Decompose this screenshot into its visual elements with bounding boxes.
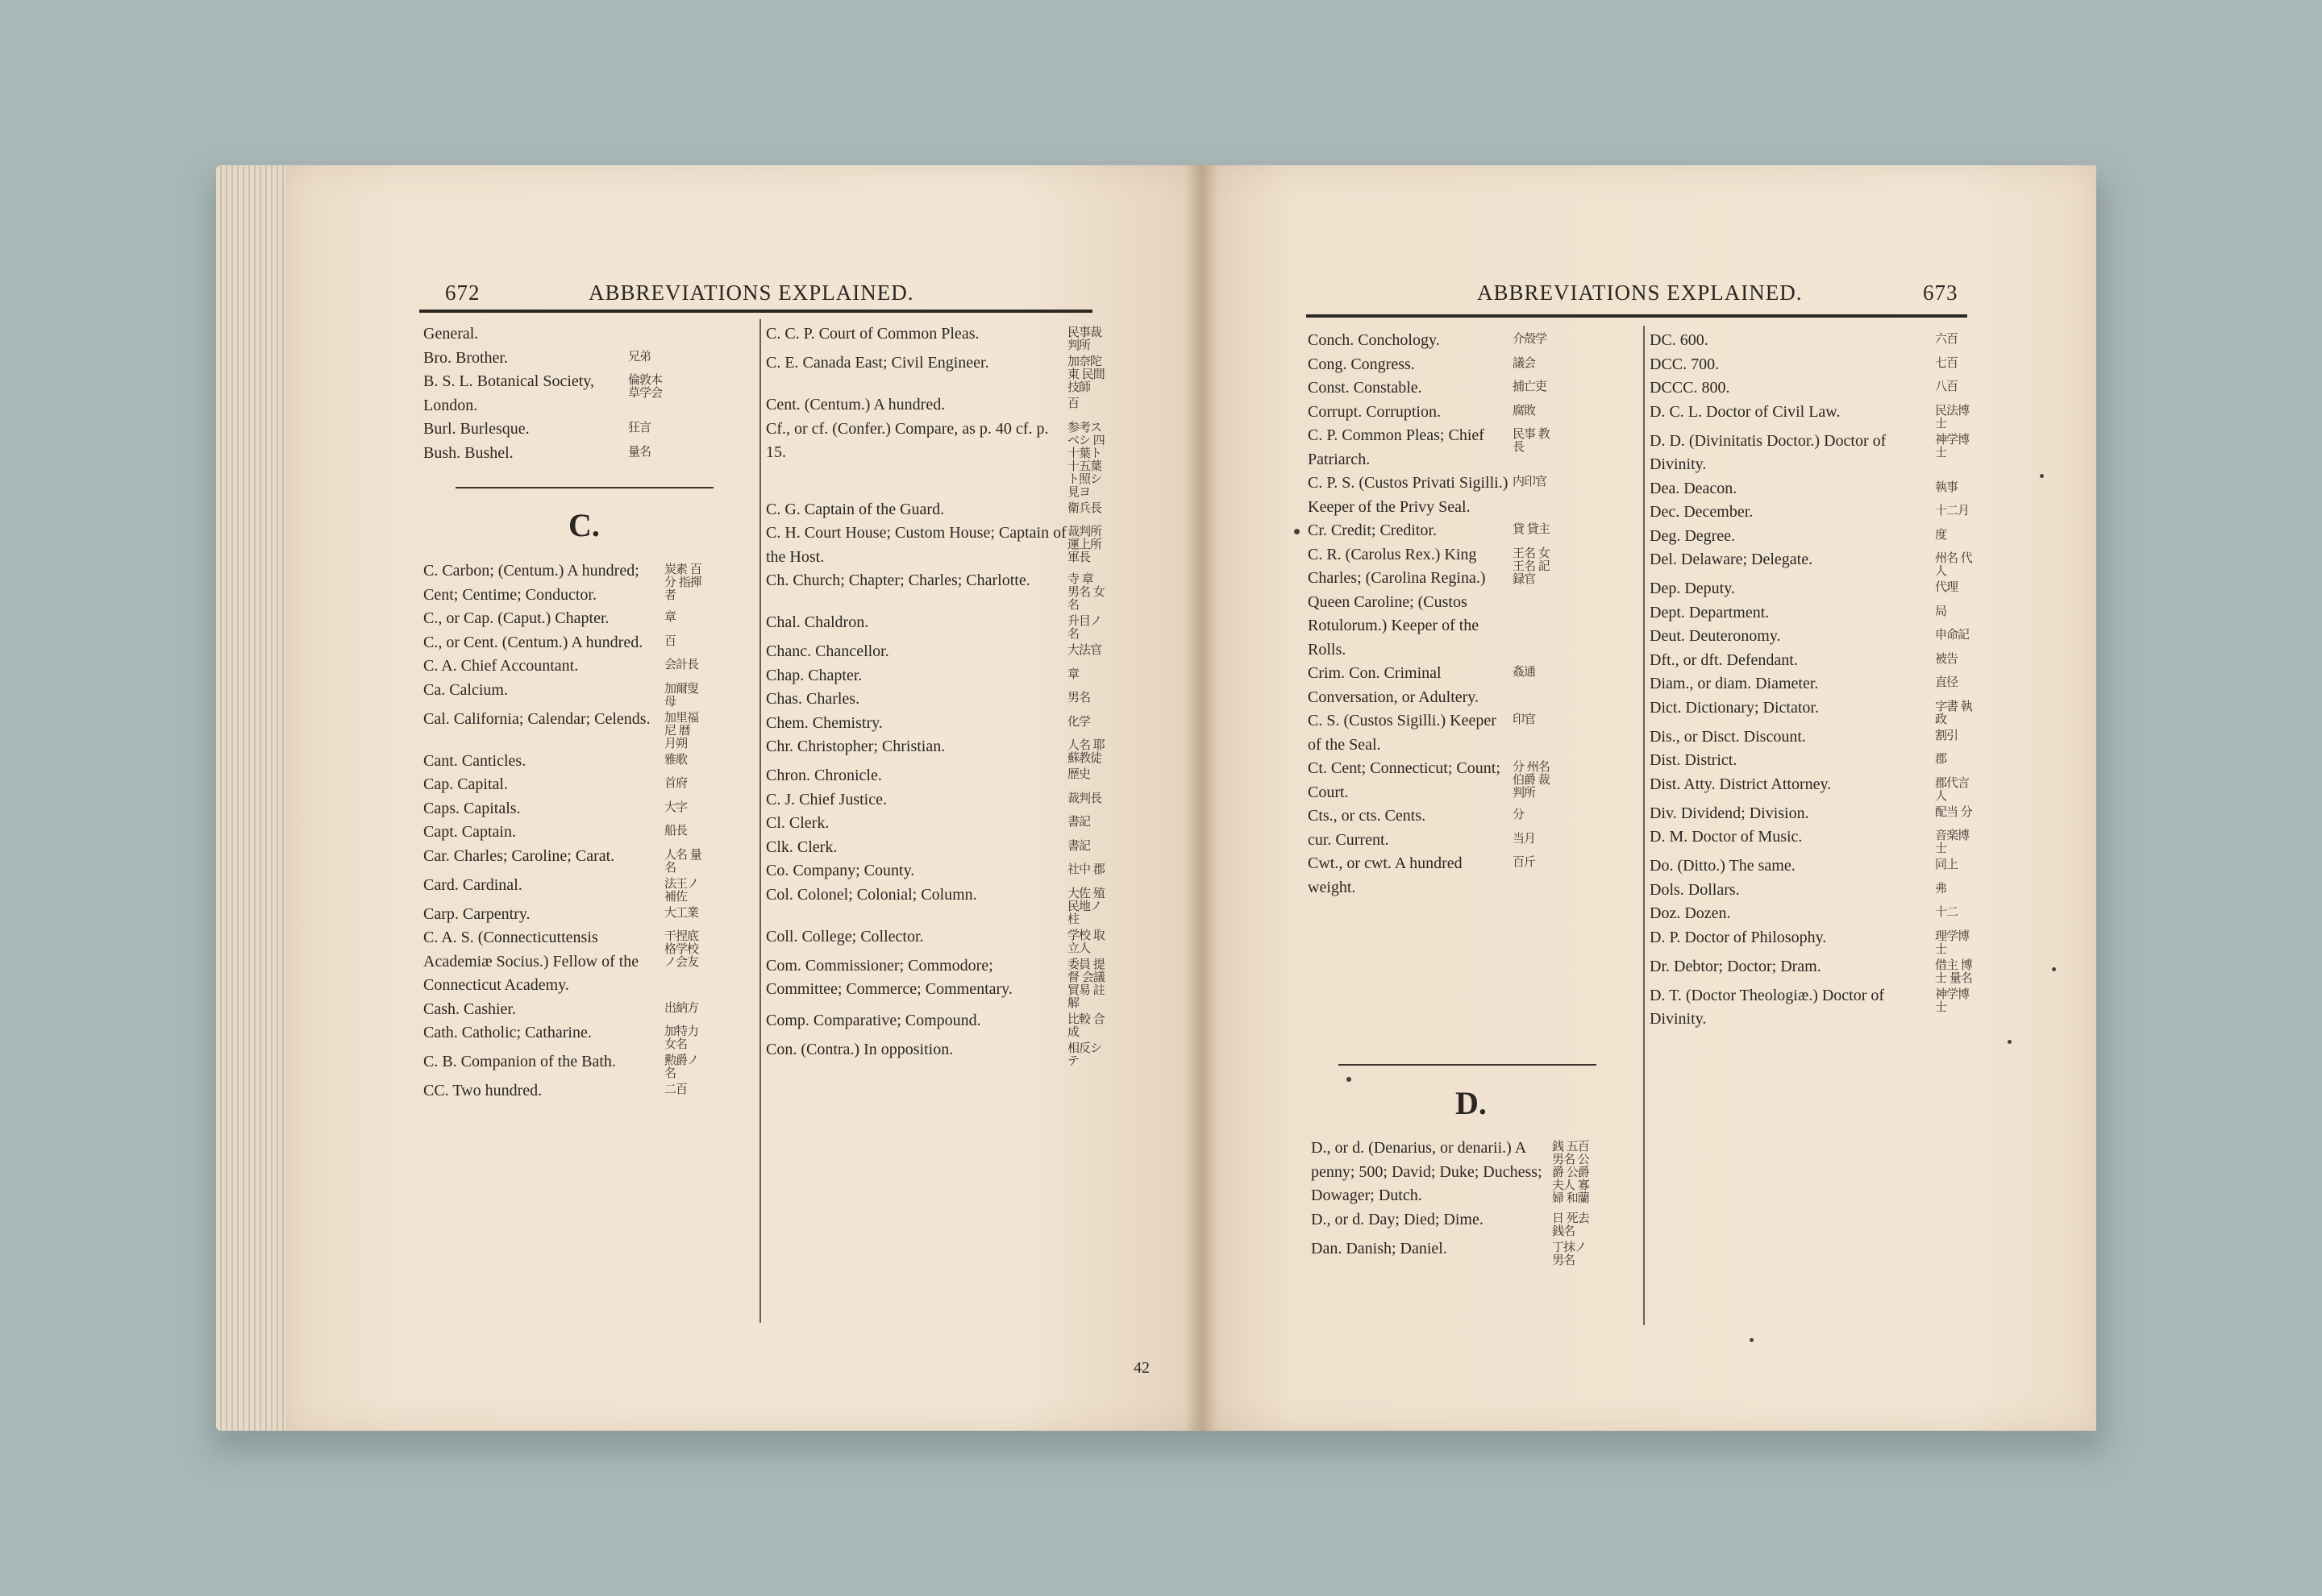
dictionary-entry: [1650, 926, 1972, 955]
dictionary-entry: [1308, 543, 1550, 663]
entry-english: Del. Delaware; Delegate.: [1650, 551, 1813, 568]
entry-japanese-gloss: 十二月: [1935, 503, 1970, 517]
entry-japanese-gloss: 印官: [1513, 712, 1536, 726]
dictionary-entry: [423, 998, 701, 1022]
dictionary-entry: [1308, 804, 1550, 829]
entry-japanese-gloss: 加爾叟母: [664, 680, 699, 709]
entry-japanese-gloss: 七百: [1935, 355, 1958, 370]
entry-japanese-gloss: 姦通: [1513, 664, 1536, 679]
dictionary-entry: [423, 874, 701, 903]
left-page-number: 672: [445, 281, 481, 305]
entry-english: Dist. District.: [1650, 751, 1737, 769]
entry-japanese-gloss: 化学: [1067, 713, 1091, 729]
entry-english: Chem. Chemistry.: [766, 713, 883, 732]
dictionary-entry: [1311, 1208, 1589, 1237]
entry-japanese-gloss: 大工業: [664, 904, 699, 920]
dictionary-entry: [423, 559, 701, 607]
entry-english: cur. Current.: [1308, 830, 1389, 849]
entry-english: Cap. Capital.: [423, 775, 508, 793]
entry-english: Burl. Burlesque.: [423, 420, 530, 438]
entry-japanese-gloss: 捕亡吏: [1513, 379, 1547, 393]
entry-japanese-gloss: 章: [1067, 666, 1080, 681]
dictionary-entry: [1308, 353, 1550, 377]
dictionary-entry: [766, 322, 1105, 351]
entry-japanese-gloss: 貸 貸主: [1513, 522, 1550, 536]
dictionary-entry: [423, 347, 665, 371]
entry-japanese-gloss: 加奈陀東 民間技師: [1067, 354, 1105, 394]
entry-japanese-gloss: 兄弟: [628, 348, 651, 364]
entry-english: Cts., or cts. Cents.: [1308, 807, 1426, 825]
left-column-1-top: [423, 322, 665, 465]
dictionary-entry: [1311, 1237, 1589, 1266]
entry-english: Chap. Chapter.: [766, 666, 863, 684]
entry-english: Coll. College; Collector.: [766, 927, 924, 946]
dictionary-entry: [766, 640, 1105, 664]
entry-english: Caps. Capitals.: [423, 799, 521, 817]
dictionary-entry: [1650, 984, 1972, 1032]
entry-japanese-gloss: 百: [1067, 396, 1080, 410]
entry-japanese-gloss: 執事: [1935, 479, 1958, 494]
entry-english: Dict. Dictionary; Dictator.: [1650, 698, 1819, 717]
entry-english: CC. Two hundred.: [423, 1082, 543, 1099]
dictionary-entry: [766, 859, 1105, 883]
entry-japanese-gloss: 加里福尼 暦 月朔: [664, 709, 699, 750]
dictionary-entry: [1650, 955, 1972, 984]
entry-english: Conch. Conchology.: [1308, 331, 1440, 349]
dictionary-entry: [1650, 601, 1972, 626]
entry-english: DCC. 700.: [1650, 355, 1720, 373]
dictionary-entry: [766, 883, 1105, 925]
entry-english: Chr. Christopher; Christian.: [766, 738, 946, 755]
dictionary-entry: [766, 735, 1105, 764]
left-section-rule: [456, 487, 714, 488]
entry-english: DCCC. 800.: [1650, 379, 1730, 397]
dictionary-entry: [766, 418, 1105, 498]
entry-japanese-gloss: 六百: [1935, 331, 1958, 346]
entry-japanese-gloss: 直径: [1935, 675, 1958, 689]
dictionary-entry: [1650, 802, 1972, 826]
right-page-header: ABBREVIATIONS EXPLAINED.: [1477, 281, 1803, 305]
entry-english: Dist. Atty. District Attorney.: [1650, 775, 1832, 793]
dictionary-entry: [1650, 696, 1972, 725]
entry-english: Cr. Credit; Creditor.: [1308, 522, 1437, 539]
entry-english: D. M. Doctor of Music.: [1650, 828, 1803, 846]
entry-english: Chal. Chaldron.: [766, 613, 869, 631]
entry-japanese-gloss: 同上: [1935, 857, 1958, 871]
dictionary-entry: [1650, 825, 1972, 854]
entry-japanese-gloss: 銭 五百 男名 公爵 公爵夫人 寡婦 和蘭: [1552, 1139, 1589, 1205]
entry-english: Carp. Carpentry.: [423, 904, 531, 923]
entry-japanese-gloss: 裁判所 運上所 軍長: [1067, 524, 1102, 564]
dictionary-entry: [1650, 773, 1972, 802]
dictionary-entry: [1308, 829, 1550, 853]
left-column-2: [766, 322, 1105, 1067]
dictionary-entry: [766, 522, 1105, 569]
entry-japanese-gloss: 十二: [1935, 904, 1958, 919]
entry-english: Chanc. Chancellor.: [766, 642, 889, 660]
dictionary-entry: [766, 688, 1105, 712]
entry-japanese-gloss: 州名 代人: [1935, 551, 1972, 578]
entry-japanese-gloss: 升目ノ名: [1067, 613, 1102, 641]
entry-japanese-gloss: 神学博士: [1935, 986, 1970, 1014]
dictionary-entry: [423, 797, 701, 821]
right-column-1-bottom: [1311, 1137, 1589, 1266]
entry-english: Dept. Department.: [1650, 603, 1770, 621]
entry-japanese-gloss: 申命記: [1935, 627, 1970, 642]
dictionary-entry: [1650, 879, 1972, 903]
entry-japanese-gloss: 度: [1935, 526, 1947, 542]
dictionary-entry: [766, 393, 1105, 418]
entry-english: B. S. L. Botanical Society, London.: [423, 372, 595, 414]
entry-japanese-gloss: 借主 博士 量名: [1935, 957, 1972, 985]
entry-english: Co. Company; County.: [766, 862, 915, 879]
dictionary-entry: [423, 631, 701, 655]
dictionary-entry: [423, 607, 701, 631]
right-column-2: [1650, 329, 1972, 1032]
entry-japanese-gloss: 字書 執政: [1935, 698, 1972, 726]
dictionary-entry: [1650, 672, 1972, 696]
dictionary-entry: [1308, 424, 1550, 472]
dictionary-entry: [1650, 749, 1972, 773]
entry-japanese-gloss: 音楽博士: [1935, 828, 1970, 855]
entry-japanese-gloss: 百: [664, 633, 676, 648]
entry-japanese-gloss: 二百: [664, 1082, 688, 1096]
entry-english: Bush. Bushel.: [423, 443, 514, 462]
entry-japanese-gloss: 人名 耶蘇教徒: [1067, 738, 1105, 765]
entry-english: Comp. Comparative; Compound.: [766, 1011, 981, 1029]
entry-english: DC. 600.: [1650, 331, 1708, 349]
entry-english: C. J. Chief Justice.: [766, 790, 887, 808]
dictionary-entry: [766, 1038, 1105, 1067]
entry-japanese-gloss: 郡代言人: [1935, 775, 1970, 803]
entry-japanese-gloss: 代理: [1935, 580, 1958, 594]
entry-japanese-gloss: 歴史: [1067, 767, 1091, 781]
entry-japanese-gloss: 民事裁判所: [1067, 325, 1102, 352]
entry-japanese-gloss: 議会: [1513, 355, 1536, 370]
ink-speck: [1750, 1338, 1754, 1342]
entry-japanese-gloss: 炭素 百 分 指揮者: [664, 562, 701, 602]
entry-english: Cath. Catholic; Catharine.: [423, 1024, 592, 1041]
entry-japanese-gloss: 倫敦本草学会: [628, 372, 663, 400]
section-letter-d: D.: [1455, 1085, 1487, 1121]
entry-english: C. P. Common Pleas; Chief Patriarch.: [1308, 426, 1484, 468]
book-gutter: [1185, 165, 1217, 1431]
entry-japanese-gloss: 社中 郡: [1067, 862, 1105, 876]
entry-japanese-gloss: 雅歌: [664, 751, 688, 767]
dictionary-entry: [1650, 577, 1972, 601]
entry-english: Chron. Chronicle.: [766, 767, 882, 784]
entry-english: C., or Cap. (Caput.) Chapter.: [423, 609, 610, 627]
entry-english: Const. Constable.: [1308, 379, 1422, 397]
dictionary-entry: [423, 655, 701, 679]
entry-japanese-gloss: 衛兵長: [1067, 500, 1102, 515]
left-header-rule: [419, 310, 1092, 313]
dictionary-entry: [766, 569, 1105, 611]
right-section-rule: [1338, 1064, 1596, 1066]
right-column-divider: [1643, 326, 1645, 1325]
entry-japanese-gloss: 民法博士: [1935, 402, 1970, 430]
left-column-1-bottom: [423, 559, 701, 1103]
entry-english: Col. Colonel; Colonial; Column.: [766, 885, 977, 904]
entry-english: C. G. Captain of the Guard.: [766, 500, 945, 518]
entry-japanese-gloss: 分: [1513, 807, 1525, 821]
dictionary-entry: [1650, 376, 1972, 401]
entry-japanese-gloss: 法王ノ補佐: [664, 875, 699, 904]
left-page-header: ABBREVIATIONS EXPLAINED.: [589, 281, 914, 305]
entry-japanese-gloss: 勲爵ノ名: [664, 1053, 699, 1080]
entry-japanese-gloss: 加特力 女名: [664, 1024, 699, 1051]
entry-english: Dep. Deputy.: [1650, 580, 1735, 597]
entry-english: D., or d. (Denarius, or denarii.) A penny; 500; David; Duke; Duchess; Dowager; Dutch.: [1311, 1139, 1542, 1204]
dictionary-entry: [1650, 401, 1972, 430]
entry-english: C. Carbon; (Centum.) A hundred; Cent; Centime; Conductor.: [423, 562, 639, 604]
dictionary-entry: [1650, 477, 1972, 501]
entry-english: Dec. December.: [1650, 503, 1754, 521]
right-page-number: 673: [1923, 281, 1958, 305]
entry-english: Div. Dividend; Division.: [1650, 804, 1809, 822]
dictionary-entry: [423, 679, 701, 708]
entry-japanese-gloss: 当月: [1513, 830, 1536, 846]
dictionary-entry: [423, 773, 701, 797]
entry-english: C. B. Companion of the Bath.: [423, 1053, 616, 1070]
entry-english: Capt. Captain.: [423, 823, 516, 841]
entry-japanese-gloss: 参考スベシ 四十葉ト十五葉ト照シ見ヨ: [1067, 419, 1105, 499]
dictionary-entry: [766, 712, 1105, 736]
entry-japanese-gloss: 船長: [664, 823, 688, 837]
entry-japanese-gloss: 干捏底格学校ノ会友: [664, 929, 699, 969]
entry-japanese-gloss: 民事 教長: [1513, 426, 1550, 454]
entry-japanese-gloss: [628, 322, 665, 347]
dictionary-entry: [766, 836, 1105, 860]
dictionary-entry: [423, 1050, 701, 1079]
entry-english: Dea. Deacon.: [1650, 479, 1737, 497]
entry-japanese-gloss: 王名 女王名 記録官: [1513, 545, 1550, 586]
entry-japanese-gloss: 委員 提督 会議 貿易 註解: [1067, 956, 1105, 1010]
entry-english: Do. (Ditto.) The same.: [1650, 857, 1796, 875]
dictionary-entry: [423, 442, 665, 466]
entry-english: Crim. Con. Criminal Conversation, or Adultery.: [1308, 664, 1479, 706]
dictionary-entry: [1650, 725, 1972, 750]
signature-folio: 42: [1134, 1359, 1150, 1377]
right-column-1-top: [1308, 329, 1550, 900]
dictionary-entry: [1308, 376, 1550, 401]
ink-speck: [2040, 474, 2044, 478]
entry-english: Cant. Canticles.: [423, 751, 526, 770]
entry-english: D., or d. Day; Died; Dime.: [1311, 1210, 1484, 1228]
entry-japanese-gloss: 理学博士: [1935, 928, 1970, 956]
entry-english: Con. (Contra.) In opposition.: [766, 1040, 954, 1058]
dictionary-entry: [423, 903, 701, 927]
entry-english: Deg. Degree.: [1650, 526, 1736, 545]
entry-japanese-gloss: 配当 分: [1935, 804, 1972, 819]
entry-english: D. P. Doctor of Philosophy.: [1650, 928, 1827, 946]
entry-english: Cf., or cf. (Confer.) Compare, as p. 40 cf. p. 15.: [766, 419, 1049, 461]
entry-english: C., or Cent. (Centum.) A hundred.: [423, 633, 643, 651]
dictionary-entry: [766, 812, 1105, 836]
dictionary-entry: [1308, 519, 1550, 543]
entry-english: Cl. Clerk.: [766, 814, 830, 832]
entry-english: Dols. Dollars.: [1650, 880, 1740, 899]
dictionary-entry: [1311, 1137, 1589, 1208]
ink-speck: [1346, 1077, 1351, 1082]
entry-english: Ct. Cent; Connecticut; Count; Court.: [1308, 759, 1500, 801]
dictionary-entry: [1308, 329, 1550, 353]
entry-japanese-gloss: 寺 章 男名 女名: [1067, 571, 1105, 612]
entry-japanese-gloss: 相反シテ: [1067, 1040, 1102, 1068]
dictionary-entry: [766, 611, 1105, 640]
dictionary-entry: [423, 1021, 701, 1050]
dictionary-entry: [1308, 852, 1550, 900]
entry-english: C. R. (Carolus Rex.) King Charles; (Carolina Regina.) Queen Caroline; (Custos Rotulorum.) Keeper of the Rolls.: [1308, 545, 1486, 659]
dictionary-entry: [423, 370, 665, 418]
entry-english: Diam., or diam. Diameter.: [1650, 675, 1819, 692]
entry-japanese-gloss: 裁判長: [1067, 790, 1102, 805]
dictionary-entry: [766, 1009, 1105, 1038]
entry-english: D. D. (Divinitatis Doctor.) Doctor of Divinity.: [1650, 431, 1887, 473]
dictionary-entry: [423, 418, 665, 442]
entry-japanese-gloss: 日 死去 銭名: [1552, 1210, 1589, 1238]
dictionary-entry: [766, 925, 1105, 954]
entry-japanese-gloss: 割引: [1935, 727, 1958, 742]
entry-english: Ca. Calcium.: [423, 680, 508, 699]
dictionary-entry: [423, 821, 701, 845]
dictionary-entry: [1650, 501, 1972, 525]
dictionary-entry: [1650, 353, 1972, 377]
entry-japanese-gloss: 丁抹ノ 男名: [1552, 1239, 1587, 1267]
dictionary-entry: [1650, 329, 1972, 353]
entry-japanese-gloss: 弗: [1935, 880, 1947, 896]
entry-japanese-gloss: 大法官: [1067, 642, 1102, 657]
entry-japanese-gloss: 郡: [1935, 751, 1947, 766]
left-column-divider: [759, 319, 761, 1323]
entry-english: Corrupt. Corruption.: [1308, 402, 1441, 421]
entry-japanese-gloss: 比較 合成: [1067, 1011, 1105, 1039]
entry-english: Chas. Charles.: [766, 690, 860, 708]
dictionary-entry: [1308, 472, 1550, 519]
dictionary-entry: [766, 351, 1105, 393]
entry-japanese-gloss: 神学博士: [1935, 431, 1970, 459]
entry-japanese-gloss: 首府: [664, 775, 688, 790]
ink-speck: [2052, 967, 2056, 971]
entry-japanese-gloss: 百斤: [1513, 854, 1536, 869]
entry-japanese-gloss: 八百: [1935, 379, 1958, 393]
entry-japanese-gloss: 男名: [1067, 690, 1091, 704]
entry-english: C. C. P. Court of Common Pleas.: [766, 325, 980, 343]
dictionary-entry: [423, 926, 701, 998]
entry-japanese-gloss: 学校 取立人: [1067, 927, 1105, 955]
dictionary-entry: [766, 498, 1105, 522]
dictionary-entry: [1650, 525, 1972, 549]
dictionary-entry: [1308, 401, 1550, 425]
entry-english: Dan. Danish; Daniel.: [1311, 1239, 1447, 1257]
entry-english: Dr. Debtor; Doctor; Dram.: [1650, 957, 1821, 975]
entry-english: Dft., or dft. Defendant.: [1650, 650, 1798, 669]
entry-english: Ch. Church; Chapter; Charles; Charlotte.: [766, 571, 1030, 589]
entry-japanese-gloss: 狂言: [628, 420, 651, 434]
entry-japanese-gloss: 被告: [1935, 650, 1958, 666]
entry-english: Card. Cardinal.: [423, 875, 522, 894]
entry-english: D. C. L. Doctor of Civil Law.: [1650, 402, 1841, 421]
entry-japanese-gloss: 分 州名 伯爵 裁判所: [1513, 759, 1550, 800]
dictionary-entry: [766, 788, 1105, 813]
entry-english: Dis., or Disct. Discount.: [1650, 727, 1806, 746]
dictionary-entry: [1308, 709, 1550, 757]
dictionary-entry: [423, 322, 665, 347]
dictionary-entry: [423, 1079, 701, 1103]
entry-japanese-gloss: 大字: [664, 799, 688, 814]
entry-japanese-gloss: 人名 量名: [664, 846, 701, 875]
entry-english: Cal. California; Calendar; Celends.: [423, 709, 651, 728]
entry-japanese-gloss: 章: [664, 609, 676, 624]
section-letter-c: C.: [568, 507, 600, 543]
entry-english: Car. Charles; Caroline; Carat.: [423, 846, 615, 865]
entry-english: C. A. Chief Accountant.: [423, 657, 579, 675]
dictionary-entry: [1650, 649, 1972, 673]
dictionary-entry: [766, 954, 1105, 1009]
entry-japanese-gloss: 内印官: [1513, 474, 1547, 488]
entry-japanese-gloss: 会計長: [664, 657, 699, 671]
entry-english: General.: [423, 325, 479, 343]
entry-japanese-gloss: 局: [1935, 603, 1947, 618]
entry-english: D. T. (Doctor Theologiæ.) Doctor of Divinity.: [1650, 986, 1885, 1028]
dictionary-entry: [423, 845, 701, 874]
entry-english: Deut. Deuteronomy.: [1650, 627, 1781, 645]
ink-speck: [1294, 529, 1300, 534]
dictionary-entry: [1650, 430, 1972, 477]
entry-english: Bro. Brother.: [423, 348, 508, 367]
entry-japanese-gloss: 書記: [1067, 814, 1091, 829]
entry-english: C. H. Court House; Custom House; Captain of the Host.: [766, 524, 1067, 566]
entry-japanese-gloss: 量名: [628, 443, 651, 459]
entry-japanese-gloss: 書記: [1067, 837, 1091, 853]
entry-english: Doz. Dozen.: [1650, 904, 1731, 922]
right-header-rule: [1306, 314, 1967, 318]
entry-english: C. E. Canada East; Civil Engineer.: [766, 354, 989, 372]
entry-english: C. P. S. (Custos Privati Sigilli.) Keeper of the Privy Seal.: [1308, 474, 1508, 516]
dictionary-entry: [766, 664, 1105, 688]
entry-english: Cong. Congress.: [1308, 355, 1415, 373]
entry-japanese-gloss: 腐敗: [1513, 402, 1536, 418]
entry-english: Com. Commissioner; Commodore; Committee; Commerce; Commentary.: [766, 956, 1013, 998]
entry-english: C. A. S. (Connecticuttensis Academiæ Socius.) Fellow of the Connecticut Academy.: [423, 929, 639, 994]
entry-english: Clk. Clerk.: [766, 837, 838, 856]
dictionary-entry: [1308, 662, 1550, 709]
dictionary-entry: [1308, 757, 1550, 804]
dictionary-entry: [1650, 548, 1972, 577]
dictionary-entry: [1650, 854, 1972, 879]
dictionary-entry: [766, 764, 1105, 788]
ink-speck: [2008, 1040, 2012, 1044]
entry-english: Cent. (Centum.) A hundred.: [766, 396, 946, 414]
dictionary-entry: [423, 708, 701, 750]
entry-english: C. S. (Custos Sigilli.) Keeper of the Seal.: [1308, 712, 1496, 754]
entry-english: Cash. Cashier.: [423, 1000, 516, 1018]
dictionary-entry: [1650, 625, 1972, 649]
dictionary-entry: [423, 750, 701, 774]
entry-japanese-gloss: 大佐 殖民地ノ 柱: [1067, 885, 1105, 926]
dictionary-entry: [1650, 902, 1972, 926]
entry-japanese-gloss: 介殻学: [1513, 331, 1547, 346]
entry-japanese-gloss: 出納方: [664, 1000, 699, 1015]
entry-english: Cwt., or cwt. A hundred weight.: [1308, 854, 1463, 896]
